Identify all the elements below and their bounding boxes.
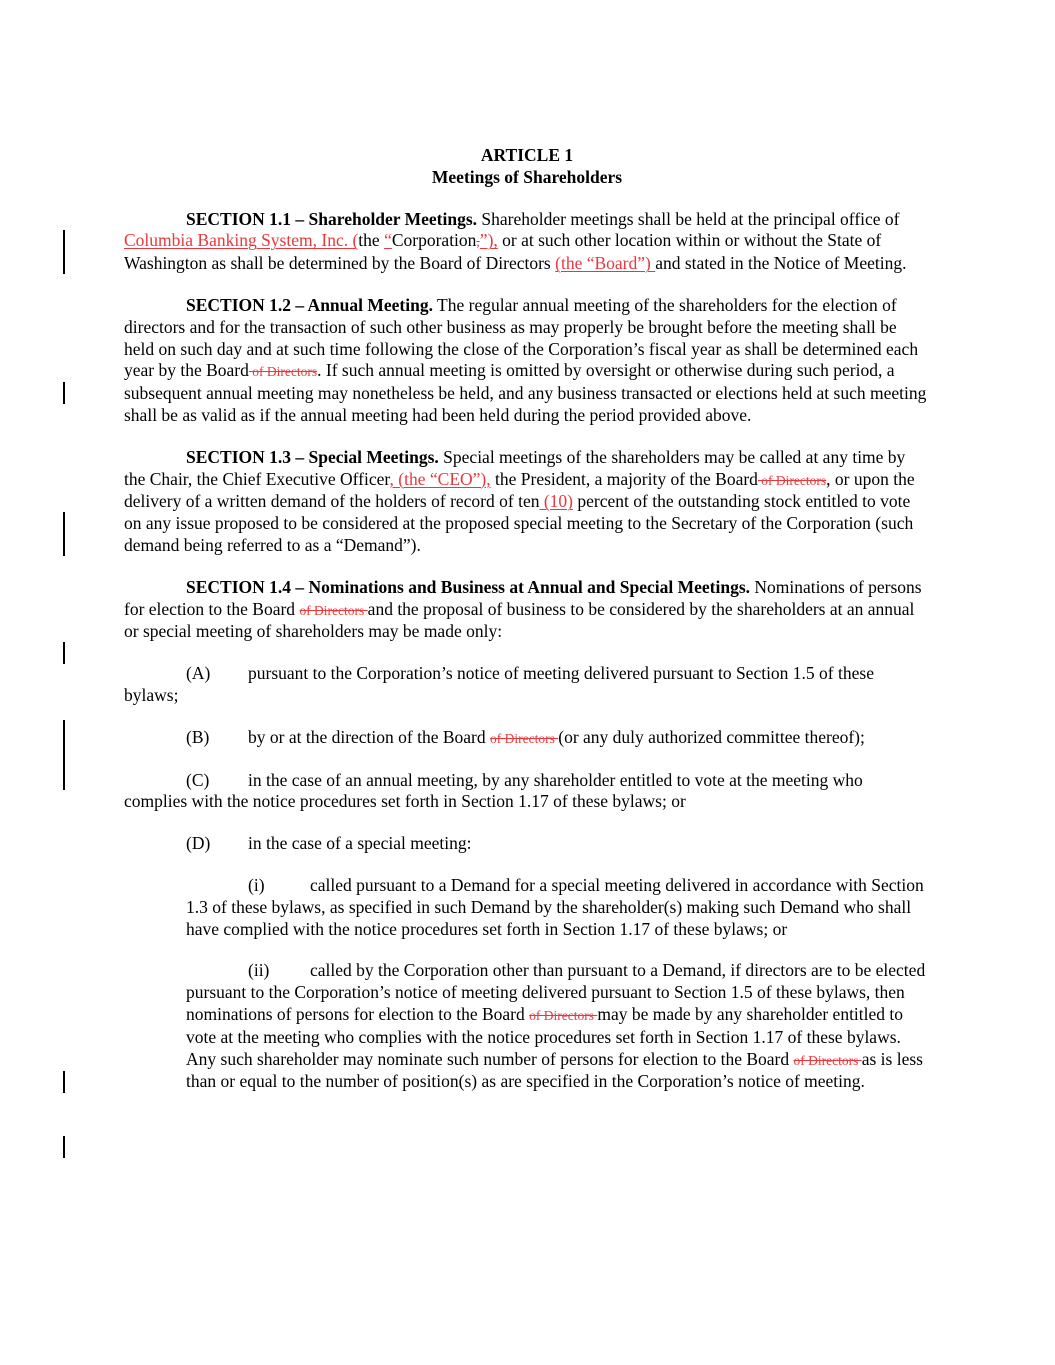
deletion: of Directors bbox=[757, 472, 827, 488]
change-bar bbox=[63, 382, 65, 404]
section-1-3 bbox=[124, 447, 930, 557]
document-body bbox=[124, 145, 930, 1093]
text-run: and stated in the Notice of Meeting. bbox=[655, 253, 907, 274]
list-item-a bbox=[124, 663, 930, 707]
item-text: (or any duly authorized committee thereof); bbox=[558, 726, 865, 747]
item-label: (B) bbox=[186, 726, 210, 747]
item-text: called pursuant to a Demand for a special meeting delivered in accordance with Section 1.3 of these bylaws, as specified in such Demand by the shareholder(s) making such Demand who shall have complied with the notice procedures set forth in Section 1.17 of these bylaws; or bbox=[186, 874, 924, 939]
deletion: of Directors bbox=[299, 602, 368, 618]
insertion: (the “Board”) bbox=[555, 253, 656, 274]
section-1-2 bbox=[124, 295, 930, 427]
section-heading: SECTION 1.2 – Annual Meeting. bbox=[186, 294, 433, 315]
text-run: Nominations of persons for election to the Board bbox=[124, 576, 922, 619]
section-1-4 bbox=[124, 577, 930, 643]
list-item-c bbox=[124, 770, 930, 814]
item-text: called by the Corporation other than pursuant to a Demand, if directors are to be elected pursuant to the Corporation’s notice of meeting delivered pursuant to Section 1.5 of these bylaws, then nominations of persons for election to the Board bbox=[186, 960, 926, 1024]
text-run: percent of the outstanding stock entitled to vote on any issue proposed to be considered at the proposed special meeting to the Secretary of the Corporation (such demand being referred to as a “Demand”). bbox=[124, 491, 914, 555]
insertion: , (the “CEO”), bbox=[389, 468, 491, 489]
article-subtitle: Meetings of Shareholders bbox=[431, 166, 623, 187]
article-title: ARTICLE 1 bbox=[480, 145, 574, 165]
insertion: (10) bbox=[539, 491, 574, 512]
text-run: or at such other location within or without the State of Washington as shall be determined by the Board of Directors bbox=[124, 230, 882, 274]
text-run: the President, a majority of the Board bbox=[490, 468, 758, 489]
item-text: pursuant to the Corporation’s notice of meeting delivered pursuant to Section 1.5 of these bylaws; bbox=[124, 663, 874, 705]
change-bar bbox=[63, 230, 65, 274]
item-text: as is less than or equal to the number of position(s) as are specified in the Corporation’s notice of meeting. bbox=[186, 1048, 923, 1092]
sub-item-i bbox=[186, 875, 930, 940]
text-run: Shareholder meetings shall be held at the principal office of bbox=[477, 208, 900, 229]
text-run: the bbox=[358, 230, 385, 251]
item-text: by or at the direction of the Board bbox=[248, 726, 491, 747]
text-run: Special meetings of the shareholders may be called at any time by the Chair, the Chief Executive Officer bbox=[124, 446, 906, 489]
item-label: (A) bbox=[186, 663, 211, 684]
change-bar bbox=[63, 512, 65, 556]
section-heading: SECTION 1.3 – Special Meetings. bbox=[186, 446, 439, 467]
item-label: (ii) bbox=[248, 960, 270, 981]
list-item-d bbox=[124, 833, 930, 855]
text-run: , or upon the delivery of a written demand of the holders of record of ten bbox=[124, 468, 915, 512]
deletion: of Directors bbox=[490, 730, 559, 746]
insertion: “ bbox=[384, 230, 392, 251]
section-heading: SECTION 1.1 – Shareholder Meetings. bbox=[186, 208, 478, 229]
item-text: may be made by any shareholder entitled to vote at the meeting who complies with the notice procedures set forth in Section 1.17 of these bylaws. Any such shareholder may nominate such number of persons for election to the Board bbox=[186, 1003, 904, 1069]
sub-item-ii bbox=[186, 960, 930, 1093]
deletion: of Directors bbox=[248, 364, 318, 380]
section-1-1 bbox=[124, 209, 930, 275]
deletion: of Directors bbox=[793, 1052, 862, 1068]
item-label: (i) bbox=[248, 874, 265, 895]
item-label: (C) bbox=[186, 769, 210, 790]
item-text: in the case of a special meeting: bbox=[248, 833, 472, 854]
text-run: Corporation bbox=[391, 230, 477, 251]
deletion: , bbox=[476, 234, 480, 250]
text-run: The regular annual meeting of the shareholders for the election of directors and for the transaction of such other business as may properly be brought before the meeting shall be held on such day and at such time following the close of the Corporation’s fiscal year as shall be determined each year by the Board bbox=[124, 294, 919, 381]
change-bar bbox=[63, 1071, 65, 1093]
change-bar bbox=[63, 720, 65, 790]
change-bar bbox=[63, 642, 65, 664]
deletion: of Directors bbox=[529, 1007, 598, 1023]
list-item-b bbox=[124, 727, 930, 750]
insertion: Columbia Banking System, Inc. ( bbox=[124, 230, 359, 251]
item-text: in the case of an annual meeting, by any shareholder entitled to vote at the meeting who complies with the notice procedures set forth in Section 1.17 of these bylaws; or bbox=[124, 769, 863, 812]
section-heading: SECTION 1.4 – Nominations and Business at Annual and Special Meetings. bbox=[186, 576, 751, 597]
item-label: (D) bbox=[186, 833, 211, 854]
insertion: ”), bbox=[479, 230, 498, 251]
text-run: and the proposal of business to be considered by the shareholders at an annual or special meeting of shareholders may be made only: bbox=[124, 598, 915, 642]
text-run: . If such annual meeting is omitted by oversight or otherwise during such period, a subsequent annual meeting may nonetheless be held, and any business transacted or elections held at such meeting shall be as valid as if the annual meeting had been held during the period provided above. bbox=[124, 360, 927, 425]
change-bar bbox=[63, 1136, 65, 1158]
